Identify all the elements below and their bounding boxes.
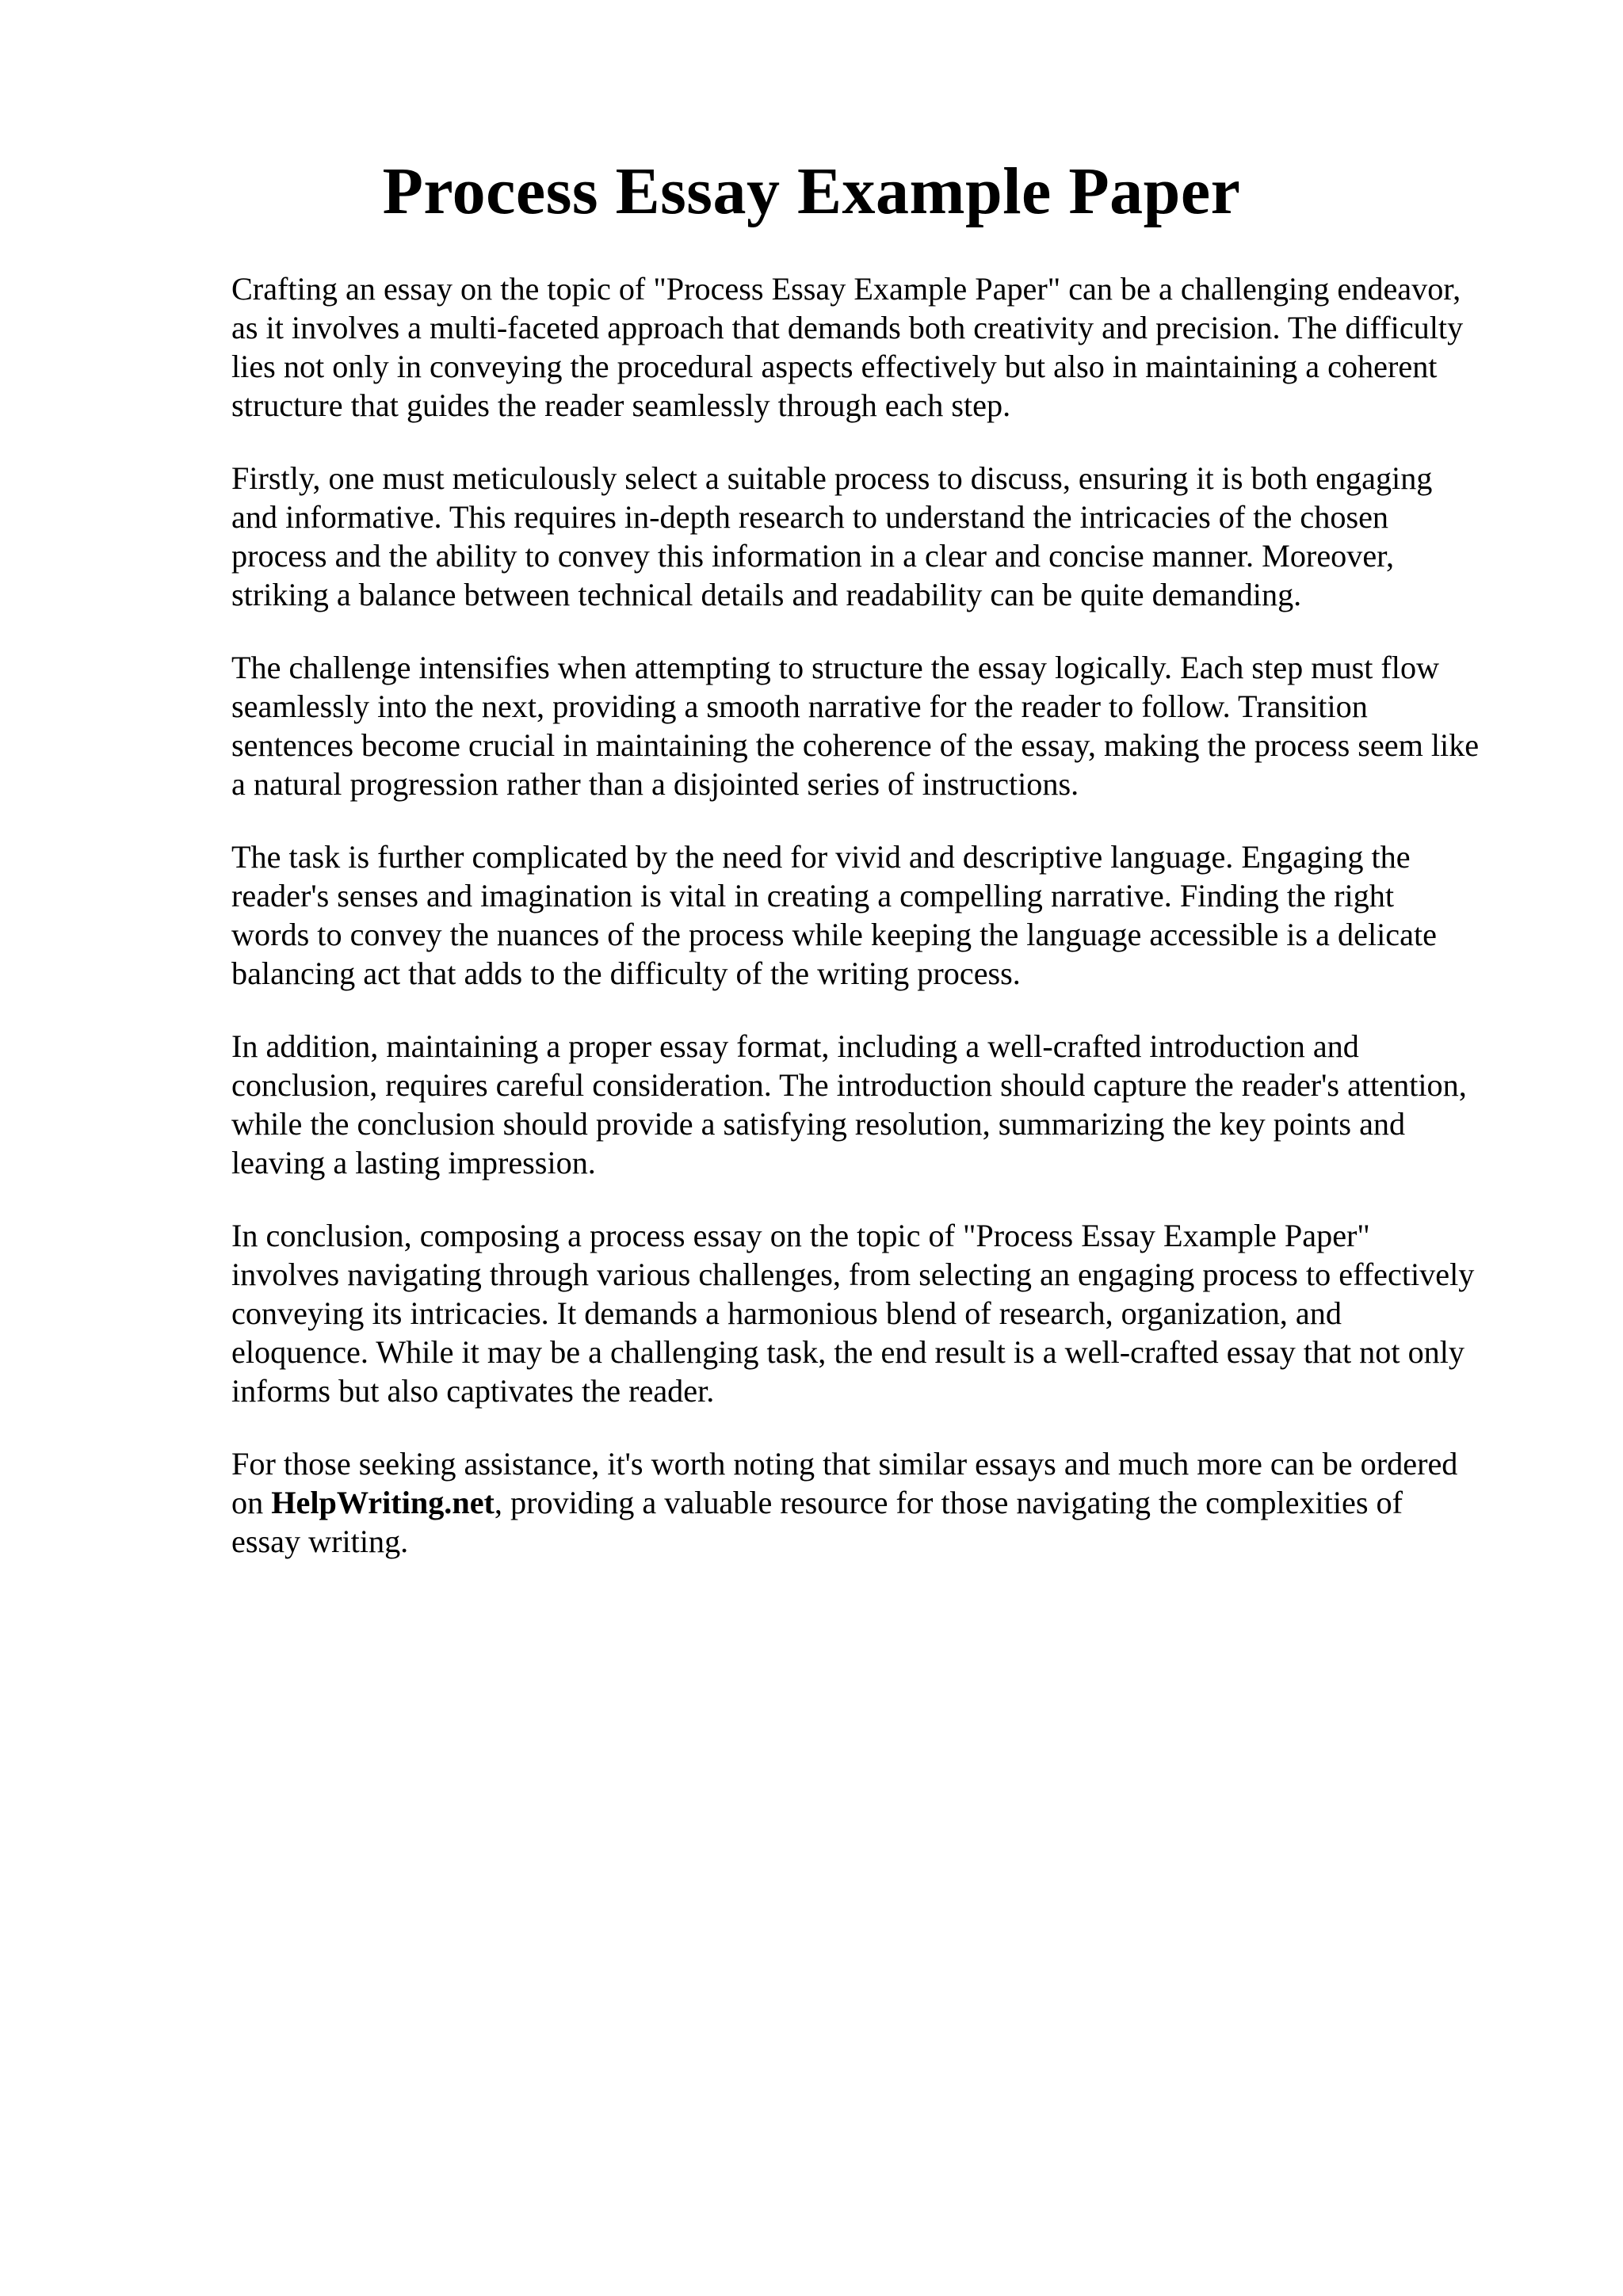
page-title: Process Essay Example Paper (382, 154, 1241, 228)
text-line: as it involves a multi-faceted approach that demands both creativity and precision. The difficulty (231, 310, 1464, 345)
text-line: seamlessly into the next, providing a smooth narrative for the reader to follow. Transition (231, 688, 1368, 724)
text-line: conveying its intricacies. It demands a harmonious blend of research, organization, and (231, 1295, 1342, 1331)
text-line: The task is further complicated by the need for vivid and descriptive language. Engaging the (231, 839, 1411, 875)
paragraph (231, 269, 1537, 425)
text-line: a natural progression rather than a disjointed series of instructions. (231, 766, 1079, 802)
paragraph (231, 648, 1537, 803)
text-line: In conclusion, composing a process essay on the topic of "Process Essay Example Paper" (231, 1218, 1370, 1253)
text-line: balancing act that adds to the difficulty of the writing process. (231, 955, 1021, 991)
text-line: The challenge intensifies when attempting to structure the essay logically. Each step must flow (231, 650, 1440, 685)
closing-paragraph (231, 1444, 1537, 1561)
text-line: leaving a lasting impression. (231, 1145, 596, 1180)
text-line: Firstly, one must meticulously select a suitable process to discuss, ensuring it is both engaging (231, 460, 1433, 496)
text-fragment: on (231, 1485, 272, 1520)
essay-body (231, 269, 1537, 1595)
text-line: essay writing. (231, 1524, 409, 1559)
paragraph (231, 459, 1537, 614)
text-line: Crafting an essay on the topic of "Process Essay Example Paper" can be a challenging endeavor, (231, 271, 1461, 307)
text-line: striking a balance between technical details and readability can be quite demanding. (231, 577, 1302, 612)
text-line: conclusion, requires careful consideration. The introduction should capture the reader's attention, (231, 1067, 1467, 1103)
text-line: In addition, maintaining a proper essay format, including a well-crafted introduction and (231, 1028, 1359, 1064)
text-line: and informative. This requires in-depth research to understand the intricacies of the chosen (231, 499, 1389, 535)
text-line: involves navigating through various challenges, from selecting an engaging process to effectively (231, 1257, 1475, 1292)
helpwriting-link[interactable]: HelpWriting.net (271, 1485, 495, 1520)
text-line: sentences become crucial in maintaining the coherence of the essay, making the process seem like (231, 727, 1480, 763)
text-line: reader's senses and imagination is vital in creating a compelling narrative. Finding the right (231, 878, 1394, 913)
text-fragment: , providing a valuable resource for those navigating the complexities of (494, 1485, 1403, 1520)
text-line: process and the ability to convey this information in a clear and concise manner. Moreover, (231, 538, 1394, 574)
paragraph (231, 1216, 1537, 1410)
text-line: informs but also captivates the reader. (231, 1373, 715, 1409)
text-line: eloquence. While it may be a challenging task, the end result is a well-crafted essay that not only (231, 1334, 1465, 1370)
text-line: lies not only in conveying the procedural aspects effectively but also in maintaining a coherent (231, 349, 1438, 384)
paragraph (231, 837, 1537, 993)
text-line: words to convey the nuances of the process while keeping the language accessible is a delicate (231, 917, 1437, 952)
paragraph (231, 1027, 1537, 1182)
text-line: structure that guides the reader seamlessly through each step. (231, 387, 1011, 423)
text-line: For those seeking assistance, it's worth noting that similar essays and much more can be ordered (231, 1446, 1458, 1482)
text-line (231, 1483, 1537, 1522)
text-line: while the conclusion should provide a satisfying resolution, summarizing the key points and (231, 1106, 1406, 1142)
